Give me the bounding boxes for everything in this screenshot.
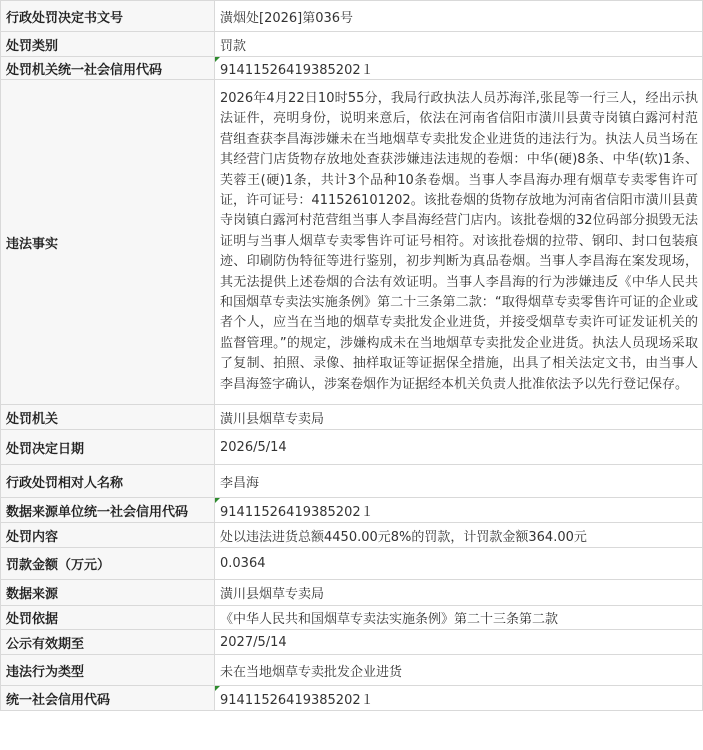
corner-marker-icon: [215, 57, 220, 62]
row-value: 91411526419385202１: [220, 62, 374, 78]
row-value-cell: [215, 57, 703, 80]
row-label: 处罚机关: [1, 405, 215, 430]
row-label: 数据来源: [1, 580, 215, 606]
row-source-unit-credit-code: [1, 498, 703, 523]
row-credit-code: [1, 686, 703, 711]
row-value: 潢川县烟草专卖局: [215, 580, 703, 606]
row-label: 行政处罚决定书文号: [1, 1, 215, 32]
row-value: 0.0364: [215, 548, 703, 580]
row-value: 2026年4月22日10时55分，我局行政执法人员苏海洋,张昆等一行三人，经出示执法证件，亮明身份，说明来意后，依法在河南省信阳市潢川县黄寺岗镇白露河村范营组查获李昌海涉嫌未在当地烟草专卖批发企业进货的违法行为。执法人员当场在其经营门店货物存放地处查获涉嫌违法违规的卷烟：中华(硬)8条、中华(软)1条、芙蓉王(硬)1条，共计3个品种10条卷烟。当事人李昌海办理有烟草专卖零售许可证，许可证号：411526101202。该批卷烟的货物存放地为河南省信阳市潢川县黄寺岗镇白露河村范营组当事人李昌海经营门店内。该批卷烟的32位码部分损毁无法证明与当事人烟草专卖零售许可证号相符。对该批卷烟的拉带、钢印、封口包装痕迹、印刷防伪特征等进行鉴别，初步判断为真品卷烟。当事人李昌海在案发现场，其无法提供上述卷烟的合法有效证明。当事人李昌海的行为涉嫌违反《中华人民共和国烟草专卖法实施条例》第二十三条第二款：“取得烟草专卖零售许可证的企业或者个人，应当在当地的烟草专卖批发企业进货，并接受烟草专卖许可证发证机关的监督管理。”的规定，涉嫌构成未在当地烟草专卖批发企业进货。执法人员现场采取了复制、拍照、录像、抽样取证等证据保全措施，出具了相关法定文书，由当事人李昌海签字确认，涉案卷烟作为证据经本机关负责人批准依法予以先行登记保存。: [215, 80, 703, 405]
row-value: 2027/5/14: [215, 630, 703, 655]
corner-marker-icon: [215, 686, 220, 691]
row-value-cell: [215, 686, 703, 711]
row-penalty-category: [1, 32, 703, 57]
row-label: 处罚机关统一社会信用代码: [1, 57, 215, 80]
row-authority-credit-code: [1, 57, 703, 80]
row-penalty-basis: [1, 606, 703, 630]
row-publicity-expiry: [1, 630, 703, 655]
row-label: 处罚决定日期: [1, 430, 215, 465]
corner-marker-icon: [215, 498, 220, 503]
row-value: 91411526419385202１: [220, 692, 374, 708]
row-label: 处罚依据: [1, 606, 215, 630]
row-label: 公示有效期至: [1, 630, 215, 655]
row-value: 2026/5/14: [215, 430, 703, 465]
row-label: 罚款金额（万元）: [1, 548, 215, 580]
row-value: 《中华人民共和国烟草专卖法实施条例》第二十三条第二款: [215, 606, 703, 630]
row-label: 行政处罚相对人名称: [1, 465, 215, 498]
row-penalty-content: [1, 523, 703, 548]
row-value-cell: [215, 498, 703, 523]
row-label: 数据来源单位统一社会信用代码: [1, 498, 215, 523]
row-violation-facts: [1, 80, 703, 405]
row-value: 处以违法进货总额4450.00元8%的罚款，计罚款金额364.00元: [215, 523, 703, 548]
row-value: 潢川县烟草专卖局: [215, 405, 703, 430]
row-data-source: [1, 580, 703, 606]
row-decision-number: [1, 1, 703, 32]
row-label: 统一社会信用代码: [1, 686, 215, 711]
row-value: 91411526419385202１: [220, 504, 374, 520]
row-value: 未在当地烟草专卖批发企业进货: [215, 655, 703, 686]
row-party-name: [1, 465, 703, 498]
row-label: 处罚类别: [1, 32, 215, 57]
row-decision-date: [1, 430, 703, 465]
row-violation-type: [1, 655, 703, 686]
row-value: 潢烟处[2026]第036号: [215, 1, 703, 32]
row-label: 处罚内容: [1, 523, 215, 548]
row-label: 违法事实: [1, 80, 215, 405]
row-value: 罚款: [215, 32, 703, 57]
row-penalty-authority: [1, 405, 703, 430]
row-value: 李昌海: [215, 465, 703, 498]
row-fine-amount: [1, 548, 703, 580]
row-label: 违法行为类型: [1, 655, 215, 686]
